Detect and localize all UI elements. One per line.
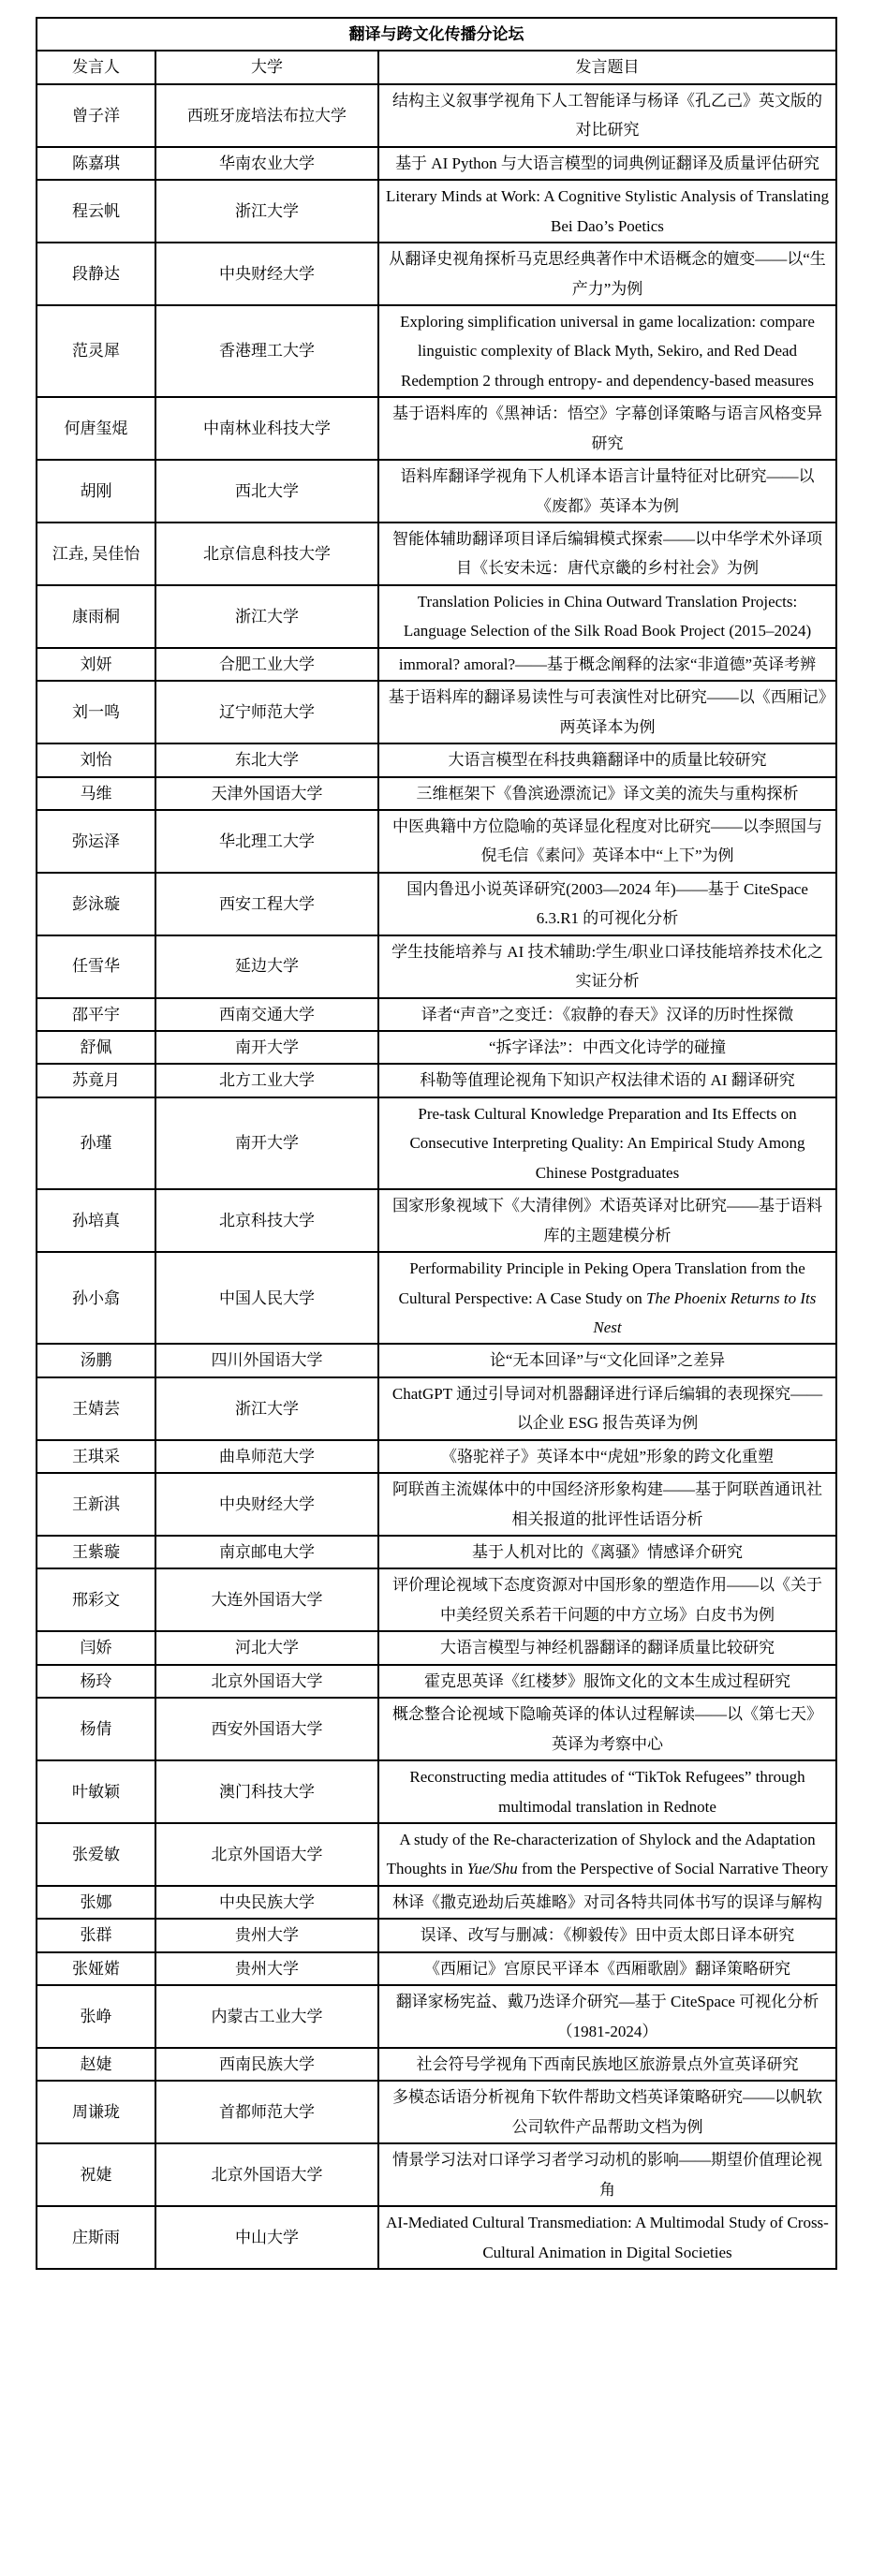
university-cell: 澳门科技大学: [155, 1760, 378, 1823]
speaker-cell: 苏竟月: [37, 1064, 155, 1097]
topic-cell: 霍克思英译《红楼梦》服饰文化的文本生成过程研究: [378, 1665, 836, 1698]
university-cell: 中国人民大学: [155, 1252, 378, 1344]
topic-cell: 语料库翻译学视角下人机译本语言计量特征对比研究——以《废都》英译本为例: [378, 460, 836, 523]
university-cell: 中央财经大学: [155, 1473, 378, 1536]
topic-italic-segment: The Phoenix Returns to Its Nest: [593, 1288, 817, 1336]
speaker-cell: 范灵犀: [37, 305, 155, 397]
topic-cell: 科勒等值理论视角下知识产权法律术语的 AI 翻译研究: [378, 1064, 836, 1097]
university-cell: 内蒙古工业大学: [155, 1985, 378, 2048]
topic-cell: 结构主义叙事学视角下人工智能译与杨译《孔乙己》英文版的对比研究: [378, 84, 836, 147]
university-cell: 南京邮电大学: [155, 1536, 378, 1568]
university-cell: 中央民族大学: [155, 1886, 378, 1919]
topic-cell: 中医典籍中方位隐喻的英译显化程度对比研究——以李照国与倪毛信《素问》英译本中“上下”为例: [378, 810, 836, 873]
university-cell: 大连外国语大学: [155, 1568, 378, 1631]
speaker-cell: 任雪华: [37, 935, 155, 998]
table-row: [37, 1536, 836, 1568]
column-header-topic: 发言题目: [378, 51, 836, 83]
speaker-cell: 孙培真: [37, 1189, 155, 1252]
table-row: [37, 810, 836, 873]
table-row: [37, 777, 836, 810]
topic-cell: [378, 1823, 836, 1886]
university-cell: 西安外国语大学: [155, 1698, 378, 1760]
table-row: [37, 1631, 836, 1664]
column-header-university: 大学: [155, 51, 378, 83]
topic-cell: 智能体辅助翻译项目译后编辑模式探索——以中华学术外译项目《长安未远：唐代京畿的乡村社会》为例: [378, 523, 836, 585]
topic-segment: A study of the Re-characterization of Shylock and the Adaptation Thoughts in: [386, 1830, 816, 1878]
speaker-cell: 王新淇: [37, 1473, 155, 1536]
topic-cell: 《骆驼祥子》英译本中“虎妞”形象的跨文化重塑: [378, 1440, 836, 1473]
speaker-cell: 弥运泽: [37, 810, 155, 873]
table-row: [37, 1568, 836, 1631]
speaker-cell: 汤鹏: [37, 1344, 155, 1376]
university-cell: 天津外国语大学: [155, 777, 378, 810]
speaker-cell: 曾子洋: [37, 84, 155, 147]
table-row: [37, 681, 836, 743]
speaker-cell: 胡刚: [37, 460, 155, 523]
speaker-cell: 邢彩文: [37, 1568, 155, 1631]
speaker-cell: 刘妍: [37, 648, 155, 681]
topic-cell: Literary Minds at Work: A Cognitive Stylistic Analysis of Translating Bei Dao’s Poetics: [378, 180, 836, 243]
university-cell: 浙江大学: [155, 585, 378, 648]
topic-cell: 评价理论视域下态度资源对中国形象的塑造作用——以《关于中美经贸关系若干问题的中方立场》白皮书为例: [378, 1568, 836, 1631]
topic-cell: 基于人机对比的《离骚》情感译介研究: [378, 1536, 836, 1568]
topic-cell: 情景学习法对口译学习者学习动机的影响——期望价值理论视角: [378, 2143, 836, 2206]
table-row: [37, 1665, 836, 1698]
table-row: [37, 873, 836, 935]
column-header-speaker: 发言人: [37, 51, 155, 83]
topic-cell: 三维框架下《鲁滨逊漂流记》译文美的流失与重构探析: [378, 777, 836, 810]
university-cell: 西南民族大学: [155, 2048, 378, 2081]
table-body: [37, 84, 836, 2269]
topic-cell: 翻译家杨宪益、戴乃迭译介研究—基于 CiteSpace 可视化分析（1981-2024）: [378, 1985, 836, 2048]
topic-cell: 大语言模型与神经机器翻译的翻译质量比较研究: [378, 1631, 836, 1664]
topic-cell: 基于 AI Python 与大语言模型的词典例证翻译及质量评估研究: [378, 147, 836, 180]
university-cell: 贵州大学: [155, 1952, 378, 1985]
university-cell: 北京科技大学: [155, 1189, 378, 1252]
university-cell: 北京外国语大学: [155, 2143, 378, 2206]
table-head: [37, 18, 836, 84]
table-row: [37, 1919, 836, 1951]
table-row: [37, 1985, 836, 2048]
topic-cell: 概念整合论视域下隐喻英译的体认过程解读——以《第七天》英译为考察中心: [378, 1698, 836, 1760]
university-cell: 南开大学: [155, 1097, 378, 1189]
topic-cell: 大语言模型在科技典籍翻译中的质量比较研究: [378, 743, 836, 776]
university-cell: 中山大学: [155, 2206, 378, 2269]
table-row: [37, 1031, 836, 1064]
table-row: [37, 1252, 836, 1344]
university-cell: 北京外国语大学: [155, 1665, 378, 1698]
topic-cell: 基于语料库的《黑神话：悟空》字幕创译策略与语言风格变异研究: [378, 397, 836, 460]
university-cell: 四川外国语大学: [155, 1344, 378, 1376]
table-row: [37, 1440, 836, 1473]
table-row: [37, 460, 836, 523]
university-cell: 西南交通大学: [155, 998, 378, 1031]
table-row: [37, 523, 836, 585]
topic-cell: Exploring simplification universal in game localization: compare linguistic complexity of Black Myth, Sekiro, and Red Dead Redemption 2 through entropy- and dependency-based measures: [378, 305, 836, 397]
table-row: [37, 648, 836, 681]
topic-cell: 国内鲁迅小说英译研究(2003—2024 年)——基于 CiteSpace 6.3.R1 的可视化分析: [378, 873, 836, 935]
speaker-cell: 舒佩: [37, 1031, 155, 1064]
table-row: [37, 1189, 836, 1252]
university-cell: 西北大学: [155, 460, 378, 523]
topic-cell: AI-Mediated Cultural Transmediation: A Multimodal Study of Cross-Cultural Animation in Digital Societies: [378, 2206, 836, 2269]
speaker-cell: 赵婕: [37, 2048, 155, 2081]
topic-cell: 论“无本回译”与“文化回译”之差异: [378, 1344, 836, 1376]
university-cell: 北京信息科技大学: [155, 523, 378, 585]
table-row: [37, 243, 836, 305]
university-cell: 中南林业科技大学: [155, 397, 378, 460]
table-row: [37, 743, 836, 776]
topic-cell: 社会符号学视角下西南民族地区旅游景点外宣英译研究: [378, 2048, 836, 2081]
speaker-cell: 张群: [37, 1919, 155, 1951]
table-row: [37, 1698, 836, 1760]
speaker-cell: 张娜: [37, 1886, 155, 1919]
table-title-row: [37, 18, 836, 51]
university-cell: 浙江大学: [155, 180, 378, 243]
speaker-cell: 刘一鸣: [37, 681, 155, 743]
table-row: [37, 1952, 836, 1985]
speaker-cell: 闫娇: [37, 1631, 155, 1664]
university-cell: 北方工业大学: [155, 1064, 378, 1097]
speaker-cell: 张峥: [37, 1985, 155, 2048]
university-cell: 北京外国语大学: [155, 1823, 378, 1886]
speaker-cell: 刘怡: [37, 743, 155, 776]
table-row: [37, 1886, 836, 1919]
speaker-cell: 叶敏颖: [37, 1760, 155, 1823]
university-cell: 贵州大学: [155, 1919, 378, 1951]
table-row: [37, 180, 836, 243]
topic-cell: 阿联酋主流媒体中的中国经济形象构建——基于阿联酋通讯社相关报道的批评性话语分析: [378, 1473, 836, 1536]
table-row: [37, 84, 836, 147]
speaker-cell: 王紫璇: [37, 1536, 155, 1568]
table-row: [37, 1377, 836, 1440]
university-cell: 浙江大学: [155, 1377, 378, 1440]
topic-cell: Reconstructing media attitudes of “TikTok Refugees” through multimodal translation in Rednote: [378, 1760, 836, 1823]
topic-cell: 国家形象视域下《大清律例》术语英译对比研究——基于语料库的主题建模分析: [378, 1189, 836, 1252]
table-title: 翻译与跨文化传播分论坛: [37, 18, 836, 51]
topic-cell: 林译《撒克逊劫后英雄略》对司各特共同体书写的误译与解构: [378, 1886, 836, 1919]
topic-cell: 学生技能培养与 AI 技术辅助:学生/职业口译技能培养技术化之实证分析: [378, 935, 836, 998]
table-row: [37, 935, 836, 998]
topic-cell: Pre-task Cultural Knowledge Preparation and Its Effects on Consecutive Interpreting Quality: An Empirical Study Among Chinese Postgraduates: [378, 1097, 836, 1189]
table-row: [37, 2206, 836, 2269]
speaker-cell: 何唐玺焜: [37, 397, 155, 460]
university-cell: 东北大学: [155, 743, 378, 776]
table-row: [37, 1823, 836, 1886]
speaker-cell: 马维: [37, 777, 155, 810]
topic-cell: [378, 1252, 836, 1344]
speaker-cell: 王琪采: [37, 1440, 155, 1473]
speaker-cell: 孙小翕: [37, 1252, 155, 1344]
topic-segment: Performability Principle in Peking Opera Translation from the Cultural Perspective: A Case Study on: [398, 1259, 805, 1307]
topic-cell: Translation Policies in China Outward Translation Projects: Language Selection of the Silk Road Book Project (2015–2024): [378, 585, 836, 648]
university-cell: 香港理工大学: [155, 305, 378, 397]
topic-cell: ChatGPT 通过引导词对机器翻译进行译后编辑的表现探究——以企业 ESG 报告英译为例: [378, 1377, 836, 1440]
table-header-row: [37, 51, 836, 83]
university-cell: 曲阜师范大学: [155, 1440, 378, 1473]
table-row: [37, 998, 836, 1031]
table-row: [37, 585, 836, 648]
speaker-cell: 程云帆: [37, 180, 155, 243]
university-cell: 西安工程大学: [155, 873, 378, 935]
speaker-cell: 邵平宇: [37, 998, 155, 1031]
table-row: [37, 1473, 836, 1536]
topic-cell: 基于语料库的翻译易读性与可表演性对比研究——以《西厢记》两英译本为例: [378, 681, 836, 743]
table-row: [37, 305, 836, 397]
topic-cell: 多模态话语分析视角下软件帮助文档英译策略研究——以帆软公司软件产品帮助文档为例: [378, 2081, 836, 2143]
topic-cell: 误译、改写与删减：《柳毅传》田中贡太郎日译本研究: [378, 1919, 836, 1951]
university-cell: 首都师范大学: [155, 2081, 378, 2143]
speaker-cell: 张爱敏: [37, 1823, 155, 1886]
speaker-cell: 祝婕: [37, 2143, 155, 2206]
topic-cell: “拆字译法”：中西文化诗学的碰撞: [378, 1031, 836, 1064]
speaker-cell: 段静达: [37, 243, 155, 305]
speaker-cell: 江垚, 吴佳怡: [37, 523, 155, 585]
table-row: [37, 2143, 836, 2206]
university-cell: 南开大学: [155, 1031, 378, 1064]
table-row: [37, 2048, 836, 2081]
university-cell: 西班牙庞培法布拉大学: [155, 84, 378, 147]
topic-cell: immoral? amoral?——基于概念阐释的法家“非道德”英译考辨: [378, 648, 836, 681]
table-row: [37, 2081, 836, 2143]
speaker-cell: 陈嘉琪: [37, 147, 155, 180]
forum-program-table: [36, 17, 837, 2270]
topic-italic-segment: Yue/Shu: [466, 1860, 518, 1878]
table-row: [37, 1760, 836, 1823]
speaker-cell: 周谦珑: [37, 2081, 155, 2143]
speaker-cell: 孙瑾: [37, 1097, 155, 1189]
speaker-cell: 张娅婼: [37, 1952, 155, 1985]
speaker-cell: 康雨桐: [37, 585, 155, 648]
university-cell: 中央财经大学: [155, 243, 378, 305]
university-cell: 河北大学: [155, 1631, 378, 1664]
table-row: [37, 1344, 836, 1376]
university-cell: 合肥工业大学: [155, 648, 378, 681]
university-cell: 华南农业大学: [155, 147, 378, 180]
speaker-cell: 杨倩: [37, 1698, 155, 1760]
topic-cell: 《西厢记》宫原民平译本《西厢歌剧》翻译策略研究: [378, 1952, 836, 1985]
university-cell: 华北理工大学: [155, 810, 378, 873]
topic-cell: 从翻译史视角探析马克思经典著作中术语概念的嬗变——以“生产力”为例: [378, 243, 836, 305]
table-row: [37, 1097, 836, 1189]
table-row: [37, 397, 836, 460]
topic-cell: 译者“声音”之变迁：《寂静的春天》汉译的历时性探微: [378, 998, 836, 1031]
university-cell: 延边大学: [155, 935, 378, 998]
speaker-cell: 庄斯雨: [37, 2206, 155, 2269]
speaker-cell: 王婧芸: [37, 1377, 155, 1440]
table-row: [37, 1064, 836, 1097]
table-row: [37, 147, 836, 180]
topic-segment: from the Perspective of Social Narrative Theory: [517, 1860, 829, 1878]
speaker-cell: 彭泳璇: [37, 873, 155, 935]
speaker-cell: 杨玲: [37, 1665, 155, 1698]
university-cell: 辽宁师范大学: [155, 681, 378, 743]
